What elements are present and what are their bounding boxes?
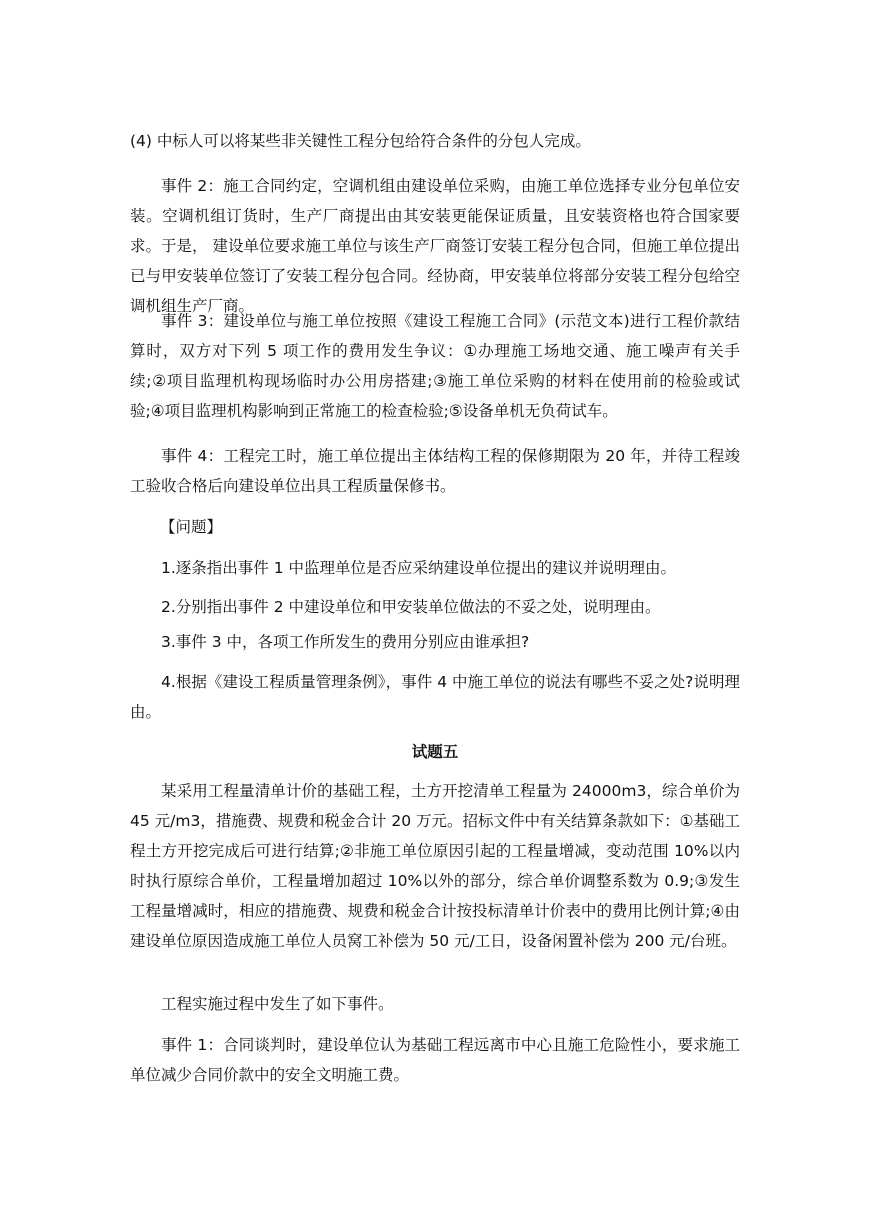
question-3: 3.事件 3 中，各项工作所发生的费用分别应由谁承担? [161,633,530,651]
question-4: 4.根据《建设工程质量管理条例》，事件 4 中施工单位的说法有哪些不妥之处?说明理由。 [130,673,740,721]
question-1: 1.逐条指出事件 1 中监理单位是否应采纳建设单位提出的建议并说明理由。 [161,559,677,577]
paragraph-event-4: 事件 4：工程完工时，施工单位提出主体结构工程的保修期限为 20 年，并待工程竣工验收合格后向建设单位出具工程质量保修书。 [130,447,740,495]
paragraph-clause-4: (4) 中标人可以将某些非关键性工程分包给符合条件的分包人完成。 [130,132,591,150]
question-2: 2.分别指出事件 2 中建设单位和甲安装单位做法的不妥之处，说明理由。 [161,598,661,616]
paragraph-event-3: 事件 3：建设单位与施工单位按照《建设工程施工合同》(示范文本)进行工程价款结算时，双方对下列 5 项工作的费用发生争议：①办理施工场地交通、施工噪声有关手续;②项目监理机构现场临时办公用房搭建;③施工单位采购的材料在使用前的检验或试验;④项目监理机构影响到正常施工的检查检验;⑤设备单机无负荷试车。 [130,312,740,420]
paragraph-problem-5: 某采用工程量清单计价的基础工程，土方开挖清单工程量为 24000m3，综合单价为 45 元/m3，措施费、规费和税金合计 20 万元。招标文件中有关结算条款如下：①基础工程土方开挖完成后可进行结算;②非施工单位原因引起的工程量增减，变动范围 10%以内时执行原综合单价，工程量增加超过 10%以外的部分，综合单价调整系数为 0.9;③发生工程量增减时，相应的措施费、规费和税金合计按投标清单计价表中的费用比例计算;④由建设单位原因造成施工单位人员窝工补偿为 50 元/工日，设备闲置补偿为 200 元/台班。 [130,782,740,950]
paragraph-event-2: 事件 2：施工合同约定，空调机组由建设单位采购，由施工单位选择专业分包单位安装。空调机组订货时，生产厂商提出由其安装更能保证质量，且安装资格也符合国家要求。于是， 建设单位要求施工单位与该生产厂商签订安装工程分包合同，但施工单位提出已与甲安装单位签订了安装工程分包合同。经协商，甲安装单位将部分安装工程分包给空调机组生产厂商。 [130,177,740,315]
paragraph-event-1: 事件 1：合同谈判时，建设单位认为基础工程远离市中心且施工危险性小，要求施工单位减少合同价款中的安全文明施工费。 [130,1036,740,1084]
section-title: 试题五 [411,743,459,761]
questions-heading: 【问题】 [160,518,223,536]
paragraph-implementation: 工程实施过程中发生了如下事件。 [161,995,394,1013]
